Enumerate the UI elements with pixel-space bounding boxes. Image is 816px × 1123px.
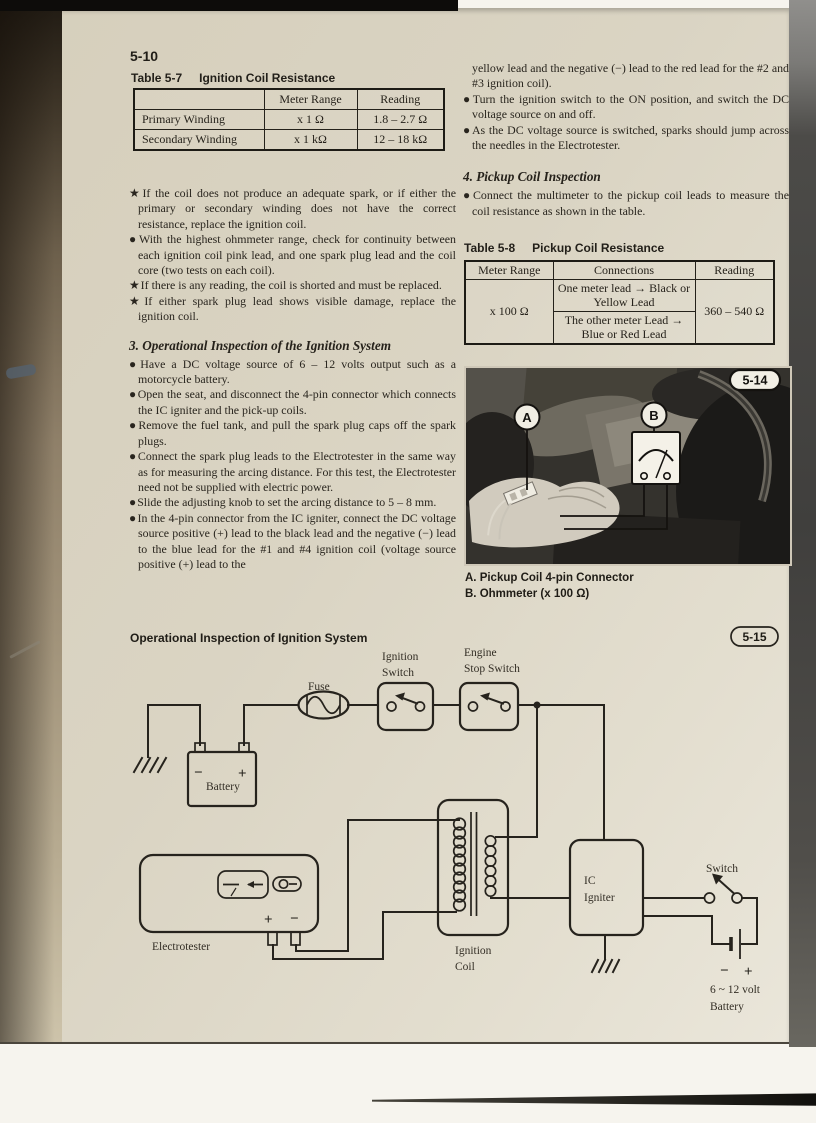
- dc-battery-label-2: Battery: [710, 1001, 744, 1013]
- diagram-title: Operational Inspection of Ignition System: [130, 631, 368, 645]
- fuse-label: Fuse: [308, 681, 330, 693]
- dc-battery-label-1: 6 ~ 12 volt: [710, 984, 760, 996]
- callout-a-letter: A: [522, 410, 532, 425]
- ground-symbol: [134, 758, 166, 772]
- step-text: Remove the fuel tank, and pull the spark plug caps off the spark plugs.: [138, 418, 457, 448]
- electrotester-symbol: [140, 855, 318, 953]
- dot-bullet-icon: ●: [463, 91, 472, 106]
- step-text: In the 4-pin connector from the IC igniter, connect the DC voltage source positive (+) lead to the black lead and the negative (−) lead to the blue lead for the #1 and #4 ignition coil (voltage source positive (+) lead to the: [137, 510, 456, 571]
- figure-caption: [465, 570, 634, 602]
- test-switch-symbol: [705, 863, 743, 903]
- table-5-7-label: Table 5-7: [131, 71, 183, 85]
- engine-stop-switch-label-1: Engine: [464, 647, 497, 659]
- ignition-coil-resistance-table: [133, 88, 445, 151]
- cell-winding-name: Secondary Winding: [134, 130, 264, 151]
- star-bullet-icon: ★: [129, 293, 144, 308]
- cell-connection-1: One meter lead → Black or Yellow Lead: [553, 280, 695, 312]
- cell-meter-range: x 1 Ω: [264, 110, 357, 130]
- note-text: If either spark plug lead shows visible damage, replace the ignition coil.: [138, 293, 456, 324]
- figure-caption-a: A. Pickup Coil 4-pin Connector: [465, 572, 634, 584]
- step-paragraph: [129, 495, 456, 510]
- dc-minus-sign: −: [720, 963, 729, 979]
- battery-symbol: [188, 743, 256, 806]
- page-stack-edge-bottom: [372, 1093, 816, 1109]
- secondary-winding: [454, 818, 466, 911]
- dot-bullet-icon: ●: [129, 232, 138, 247]
- note-paragraph: [129, 278, 456, 293]
- dot-bullet-icon: ●: [129, 449, 137, 464]
- callout-b-letter: B: [649, 408, 659, 423]
- table-5-8-title: Pickup Coil Resistance: [532, 241, 665, 255]
- step-text: Open the seat, and disconnect the 4-pin connector which connects the IC igniter and the pick-up coils.: [137, 387, 456, 417]
- note-text: With the highest ohmmeter range, check for continuity between each ignition coil pink lead, and one spark plug lead and the coil core (two tests on each coil).: [138, 232, 456, 278]
- continuation-paragraph: yellow lead and the negative (−) lead to the red lead for the #2 and #3 ignition coil).: [472, 61, 789, 91]
- left-text-column: [129, 186, 456, 572]
- ground-symbol: [592, 960, 619, 972]
- cell-connection-2: The other meter Lead → Blue or Red Lead: [553, 312, 695, 345]
- engine-stop-switch-symbol: [460, 647, 520, 730]
- cell-meter-range: x 100 Ω: [465, 280, 553, 345]
- step-paragraph: [129, 387, 456, 418]
- dot-bullet-icon: ●: [129, 495, 137, 510]
- diagram-wires: [148, 702, 757, 960]
- table-5-8-caption: [464, 241, 664, 255]
- cell-winding-name: Primary Winding: [134, 110, 264, 130]
- pickup-coil-resistance-table: [464, 260, 775, 345]
- table-row: [465, 280, 774, 312]
- cell-meter-range: x 1 kΩ: [264, 130, 357, 151]
- note-text: If the coil does not produce an adequate spark, or if either the primary or secondary winding does not have the correct resistance, replace the ignition coil.: [138, 186, 456, 231]
- dot-bullet-icon: ●: [463, 122, 471, 137]
- primary-winding: [485, 836, 495, 896]
- battery-label: Battery: [206, 781, 240, 793]
- step-paragraph: [129, 511, 456, 573]
- step-text: Have a DC voltage source of 6 – 12 volts output such as a motorcycle battery.: [138, 356, 456, 387]
- table-header-row: [465, 261, 774, 280]
- ignition-switch-label-2: Switch: [382, 667, 414, 679]
- ic-igniter-label-1: IC: [584, 875, 596, 887]
- section-4-heading: 4. Pickup Coil Inspection: [463, 169, 601, 185]
- star-bullet-icon: ★: [129, 186, 142, 200]
- header-reading: Reading: [357, 89, 444, 110]
- dc-battery-symbol: [710, 929, 761, 1013]
- ic-igniter-symbol: [570, 840, 643, 972]
- step-paragraph: [463, 92, 789, 123]
- cell-reading: 1.8 – 2.7 Ω: [357, 110, 444, 130]
- cell-reading: 12 – 18 kΩ: [357, 130, 444, 151]
- right-text-column: [463, 61, 789, 219]
- engine-stop-switch-label-2: Stop Switch: [464, 663, 520, 675]
- table-row: [134, 130, 444, 151]
- ignition-system-diagram: [115, 618, 810, 1063]
- step-paragraph: [129, 449, 456, 495]
- dc-plus-sign: +: [744, 964, 753, 980]
- ignition-coil-symbol: [438, 800, 508, 973]
- header-meter-range: Meter Range: [264, 89, 357, 110]
- diagram-badge: [731, 627, 778, 646]
- electrotester-plus-sign: +: [264, 912, 273, 928]
- electrotester-label: Electrotester: [152, 941, 211, 953]
- dot-bullet-icon: ●: [129, 510, 137, 525]
- cell-reading: 360 – 540 Ω: [695, 280, 774, 345]
- step-paragraph: [129, 357, 456, 388]
- note-paragraph: [129, 186, 456, 232]
- dot-bullet-icon: ●: [129, 418, 138, 433]
- step-text: As the DC voltage source is switched, sparks should jump across the needles in the Electrotester.: [471, 122, 789, 153]
- figure-5-14-photo: [464, 366, 792, 566]
- scan-top-edge: [0, 0, 458, 11]
- table-5-8-label: Table 5-8: [464, 241, 516, 255]
- dot-bullet-icon: ●: [129, 387, 137, 402]
- battery-minus-sign: −: [194, 765, 203, 781]
- table-row: [134, 110, 444, 130]
- ignition-coil-label-2: Coil: [455, 961, 475, 973]
- dot-bullet-icon: ●: [463, 188, 472, 203]
- section-3-heading: 3. Operational Inspection of the Ignition System: [129, 337, 391, 353]
- page-number: 5-10: [130, 48, 159, 64]
- switch-label: Switch: [706, 863, 738, 875]
- note-paragraph: [129, 294, 456, 325]
- figure-badge-number: 5-14: [742, 373, 768, 388]
- diagram-badge-number: 5-15: [742, 630, 767, 644]
- step-text: Slide the adjusting knob to set the arcing distance to 5 – 8 mm.: [137, 495, 437, 510]
- step-paragraph: [129, 418, 456, 449]
- table-5-7-title: Ignition Coil Resistance: [199, 71, 336, 85]
- header-meter-range: Meter Range: [465, 261, 553, 280]
- fuse-symbol: [299, 681, 349, 719]
- step-text: Turn the ignition switch to the ON position, and switch the DC voltage source on and off.: [472, 91, 789, 122]
- ignition-coil-label-1: Ignition: [455, 945, 492, 957]
- ignition-switch-label-1: Ignition: [382, 651, 419, 663]
- battery-plus-sign: +: [238, 766, 247, 782]
- figure-badge: [730, 370, 780, 390]
- note-text: If there is any reading, the coil is shorted and must be replaced.: [140, 278, 442, 293]
- step-paragraph: [463, 123, 789, 154]
- note-paragraph: [129, 232, 456, 278]
- book-binding-edge: [0, 8, 62, 1042]
- step-text: Connect the spark plug leads to the Electrotester in the same way as for measuring the arcing distance. For this test, the Electrotester need not be supplied with electric power.: [137, 449, 456, 494]
- figure-caption-b: B. Ohmmeter (x 100 Ω): [465, 588, 590, 600]
- table-header-row: [134, 89, 444, 110]
- star-bullet-icon: ★: [129, 278, 140, 293]
- ic-igniter-label-2: Igniter: [584, 892, 615, 904]
- header-blank: [134, 89, 264, 110]
- header-connections: Connections: [553, 261, 695, 280]
- table-5-7-caption: [131, 71, 335, 85]
- step-paragraph: [463, 188, 789, 219]
- ignition-switch-symbol: [378, 651, 433, 730]
- dot-bullet-icon: ●: [129, 356, 140, 371]
- junction-dot: [534, 702, 541, 709]
- electrotester-minus-sign: −: [290, 911, 299, 927]
- step-text: Connect the multimeter to the pickup coil leads to measure the coil resistance as shown in the table.: [472, 188, 789, 218]
- header-reading: Reading: [695, 261, 774, 280]
